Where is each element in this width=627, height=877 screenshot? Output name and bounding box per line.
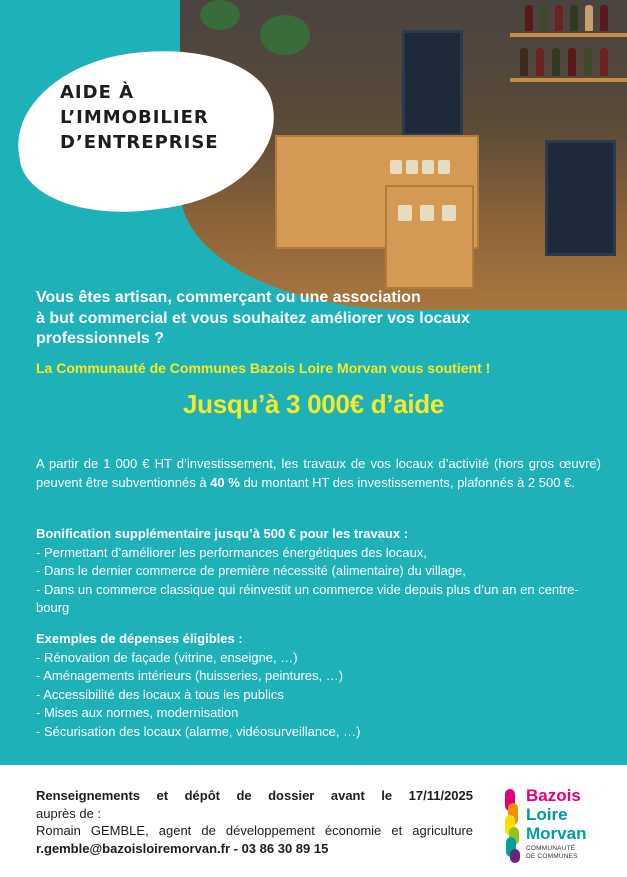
bonus-list <box>36 544 601 618</box>
examples-heading: Exemples de dépenses éligibles : <box>36 631 243 646</box>
question-line-3: professionnels ? <box>36 330 165 347</box>
jar <box>390 160 402 174</box>
bottle <box>600 5 608 31</box>
logo-subtitle-line-2: DE COMMUNES <box>526 852 578 860</box>
footer <box>0 765 627 877</box>
bottle <box>525 5 533 31</box>
jar <box>398 205 412 221</box>
glass-fridge <box>402 30 463 136</box>
logo-subtitle <box>526 845 578 860</box>
paragraph-text-end: du montant HT des investissements, plafonnés à 2 500 €. <box>239 474 575 490</box>
page-title <box>60 80 260 155</box>
jar <box>438 160 450 174</box>
middle-shelf <box>510 78 627 82</box>
subsidy-percentage: 40 % <box>210 474 240 490</box>
bottle <box>570 5 578 31</box>
plant <box>200 0 240 30</box>
bottle <box>520 48 528 76</box>
bonus-section <box>36 525 601 618</box>
contact-line <box>36 840 473 858</box>
bottle <box>568 48 576 76</box>
logo-subtitle-line-1: COMMUNAUTÉ <box>526 845 576 852</box>
aid-amount: Jusqu’à 3 000€ d’aide <box>182 389 445 419</box>
bottle <box>584 48 592 76</box>
logo-stripe-icon <box>510 849 520 863</box>
wine-cooler <box>545 140 616 256</box>
title-line-2: L’IMMOBILIER <box>60 107 209 128</box>
question-line-1: Vous êtes artisan, commerçant ou une association <box>36 289 421 306</box>
title-line-1: AIDE À <box>60 82 135 103</box>
bottle <box>600 48 608 76</box>
example-item: - Accessibilité des locaux à tous les publics <box>36 686 284 702</box>
bonus-item: - Permettant d’améliorer les performances énergétiques des locaux, <box>36 544 427 560</box>
bottle <box>536 48 544 76</box>
contact-block <box>36 787 473 857</box>
target-question <box>36 288 506 350</box>
jar <box>406 160 418 174</box>
bonus-item: - Dans un commerce classique qui réinvestit un commerce vide depuis plus d’un an en centre-bourg <box>36 581 579 615</box>
wooden-display <box>385 185 474 289</box>
bottle <box>555 5 563 31</box>
deadline-text: Renseignements et dépôt de dossier avant le 17/11/2025 <box>36 788 473 803</box>
bazois-loire-morvan-logo <box>505 785 605 865</box>
logo-word-bazois: Bazois <box>526 786 581 805</box>
phone-number: - 03 86 30 89 15 <box>230 840 329 856</box>
plant <box>260 15 310 55</box>
agent-text: Romain GEMBLE, agent de développement économie et agriculture <box>36 823 473 838</box>
example-item: - Aménagements intérieurs (huisseries, peintures, …) <box>36 668 344 683</box>
jar <box>422 160 434 174</box>
upper-shelf <box>510 33 627 37</box>
support-statement: La Communauté de Communes Bazois Loire Morvan vous soutient ! <box>36 360 491 376</box>
example-item: - Sécurisation des locaux (alarme, vidéosurveillance, …) <box>36 723 361 739</box>
example-item: - Rénovation de façade (vitrine, enseigne, …) <box>36 649 298 665</box>
examples-section <box>36 630 601 741</box>
bonus-heading: Bonification supplémentaire jusqu’à 500 € pour les travaux : <box>36 526 409 541</box>
logo-word-loire: Loire <box>526 805 568 824</box>
bottle <box>540 5 548 31</box>
examples-list <box>36 649 601 742</box>
paragraph-text-start: A partir de 1 000 € HT d’investissement, les travaux de vos locaux d’activité (hors gros œuvre) peuvent être subventionnés à <box>36 456 601 490</box>
bonus-item: - Dans le dernier commerce de première nécessité (alimentaire) du village, <box>36 563 466 578</box>
eligibility-paragraph <box>36 455 601 492</box>
jar <box>420 205 434 221</box>
bottle <box>552 48 560 76</box>
question-line-2: à but commercial et vous souhaitez améliorer vos locaux <box>36 309 470 327</box>
bottle <box>585 5 593 31</box>
with-text: auprès de : <box>36 805 102 821</box>
example-item: - Mises aux normes, modernisation <box>36 705 239 720</box>
email-link[interactable]: r.gemble@bazoisloiremorvan.fr <box>36 840 231 856</box>
jar <box>442 205 456 221</box>
title-line-3: D’ENTREPRISE <box>60 132 219 153</box>
logo-word-morvan: Morvan <box>526 824 587 843</box>
